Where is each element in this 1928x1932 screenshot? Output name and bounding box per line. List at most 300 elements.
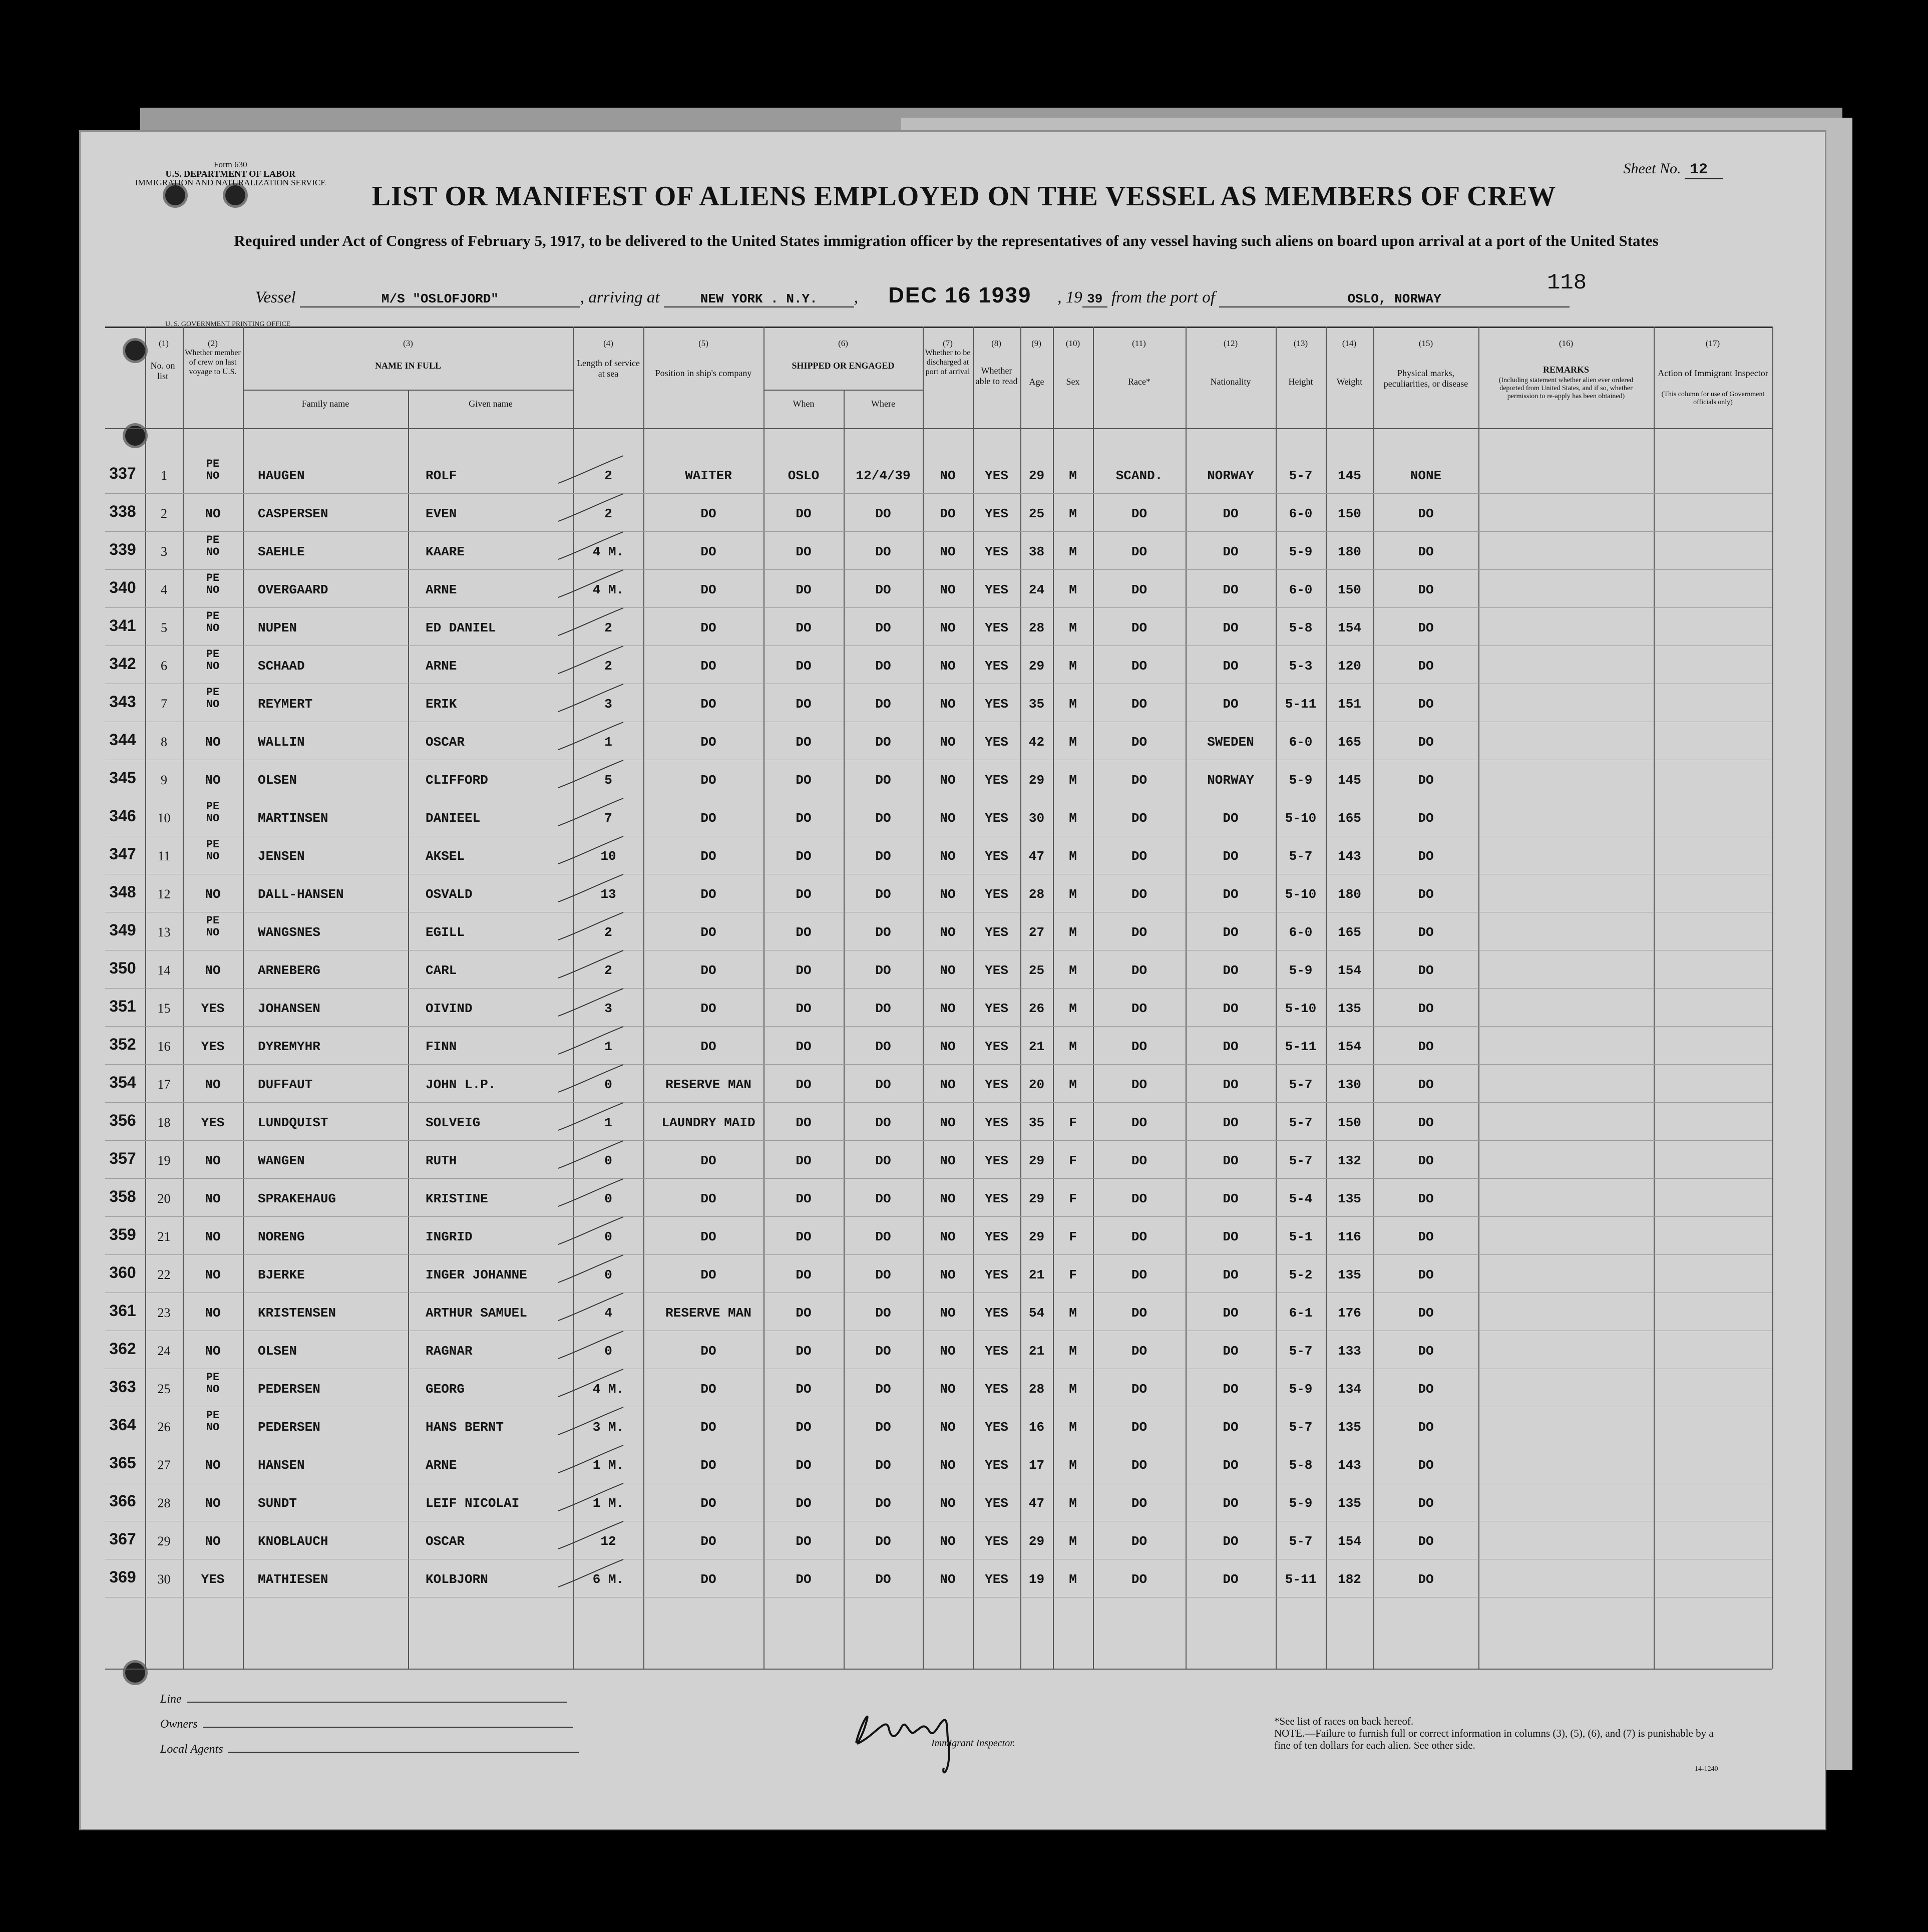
cell-weight: 135 — [1338, 1420, 1361, 1435]
cell-discharged: NO — [940, 582, 956, 597]
pencil-tick-mark — [548, 910, 628, 945]
header-weight: Weight — [1336, 377, 1363, 387]
cell-age: 47 — [1028, 1496, 1045, 1511]
cell-family: WANGSNES — [258, 925, 320, 940]
punch-hole — [125, 341, 145, 361]
row-stamp-number: 360 — [109, 1263, 136, 1281]
sheet-number — [1624, 160, 1723, 178]
cell-race: DO — [1131, 620, 1147, 635]
pencil-tick-mark — [548, 567, 628, 602]
cell-when: DO — [796, 1344, 812, 1359]
owners-underline — [203, 1727, 573, 1728]
cell-no: 24 — [157, 1344, 171, 1358]
cell-marks: DO — [1418, 887, 1434, 902]
cell-where: DO — [875, 811, 891, 826]
cell-family: SUNDT — [258, 1496, 297, 1511]
cell-prev: NO — [205, 1077, 221, 1092]
cell-family: SPRAKEHAUG — [258, 1191, 336, 1206]
row-rule — [105, 1026, 1772, 1027]
cell-where: DO — [875, 925, 891, 940]
cell-family: MATHIESEN — [258, 1572, 328, 1587]
cell-family: LUNDQUIST — [258, 1115, 328, 1130]
cell-race: DO — [1131, 811, 1147, 826]
cell-read: YES — [985, 887, 1008, 902]
pencil-tick-mark — [548, 1214, 628, 1249]
pencil-tick-mark — [548, 1291, 628, 1326]
pencil-tick-mark — [548, 720, 628, 755]
cell-age: 29 — [1028, 1153, 1045, 1168]
cell-when: DO — [796, 963, 812, 978]
cell-read: YES — [985, 659, 1008, 674]
row-stamp-number: 361 — [109, 1302, 136, 1320]
cell-read: YES — [985, 1534, 1008, 1549]
cell-marks: DO — [1418, 659, 1434, 674]
cell-prev: PE NO — [206, 648, 220, 673]
cell-family: CASPERSEN — [258, 506, 328, 521]
pencil-tick-mark — [548, 1176, 628, 1211]
line-field — [160, 1693, 567, 1706]
cell-nationality: SWEDEN — [1207, 735, 1254, 750]
cell-sex: M — [1069, 620, 1077, 635]
cell-weight: 134 — [1338, 1382, 1361, 1397]
header-discharged: Whether to be discharged at port of arrival — [925, 349, 971, 376]
cell-service: 0 — [604, 1267, 612, 1282]
cell-weight: 135 — [1338, 1191, 1361, 1206]
cell-read: YES — [985, 1191, 1008, 1206]
cell-read: YES — [985, 1382, 1008, 1397]
cell-age: 25 — [1028, 506, 1045, 521]
cell-nationality: DO — [1223, 1153, 1239, 1168]
cell-age: 24 — [1028, 582, 1045, 597]
cell-height: 5-7 — [1289, 1153, 1313, 1168]
cell-height: 5-7 — [1289, 1534, 1313, 1549]
pencil-tick-mark — [548, 1062, 628, 1097]
cell-prev: NO — [205, 1496, 221, 1511]
row-stamp-number: 344 — [109, 731, 136, 749]
cell-no: 1 — [161, 468, 167, 483]
department-name: U.S. DEPARTMENT OF LABOR — [165, 169, 296, 179]
cell-sex: M — [1069, 582, 1077, 597]
cell-when: DO — [796, 1039, 812, 1054]
pencil-tick-mark — [548, 605, 628, 640]
cell-given: ARNE — [426, 659, 457, 674]
from-port: OSLO, NORWAY — [1219, 291, 1570, 307]
cell-marks: DO — [1418, 1572, 1434, 1587]
cell-sex: M — [1069, 1496, 1077, 1511]
cell-race: DO — [1131, 1344, 1147, 1359]
cell-age: 16 — [1028, 1420, 1045, 1435]
cell-family: DYREMYHR — [258, 1039, 320, 1054]
cell-family: OLSEN — [258, 1344, 297, 1359]
cell-service: 3 — [604, 1001, 612, 1016]
cell-discharged: NO — [940, 1458, 956, 1473]
sheet-number-value: 12 — [1685, 161, 1723, 179]
cell-height: 5-10 — [1285, 811, 1317, 826]
cell-given: OSVALD — [426, 887, 473, 902]
cell-marks: DO — [1418, 735, 1434, 750]
cell-family: DUFFAUT — [258, 1077, 313, 1092]
column-divider — [1654, 327, 1655, 1669]
cell-prev: PE NO — [206, 838, 220, 863]
cell-discharged: NO — [940, 1572, 956, 1587]
cell-height: 5-8 — [1289, 620, 1313, 635]
cell-prev: NO — [205, 1191, 221, 1206]
arriving-port: NEW YORK . N.Y. — [664, 291, 854, 307]
row-rule — [105, 1102, 1772, 1103]
cell-height: 5-11 — [1285, 697, 1317, 712]
cell-read: YES — [985, 1344, 1008, 1359]
cell-age: 29 — [1028, 659, 1045, 674]
cell-sex: M — [1069, 1344, 1077, 1359]
cell-read: YES — [985, 773, 1008, 788]
cell-age: 29 — [1028, 468, 1045, 483]
cell-sex: F — [1069, 1191, 1077, 1206]
cell-no: 22 — [157, 1267, 171, 1282]
cell-service: 1 — [604, 1039, 612, 1054]
pencil-tick-mark — [548, 491, 628, 526]
cell-position: RESERVE MAN — [665, 1306, 751, 1321]
cell-discharged: NO — [940, 963, 956, 978]
cell-marks: DO — [1418, 849, 1434, 864]
cell-where: DO — [875, 1534, 891, 1549]
cell-where: DO — [875, 735, 891, 750]
cell-no: 3 — [161, 544, 167, 559]
cell-position: DO — [700, 1001, 716, 1016]
cell-where: DO — [875, 773, 891, 788]
cell-read: YES — [985, 963, 1008, 978]
cell-read: YES — [985, 697, 1008, 712]
cell-height: 6-0 — [1289, 735, 1313, 750]
cell-prev: PE NO — [206, 1409, 220, 1434]
cell-discharged: NO — [940, 887, 956, 902]
cell-no: 17 — [157, 1077, 171, 1092]
cell-where: DO — [875, 582, 891, 597]
cell-no: 7 — [161, 697, 167, 711]
cell-height: 5-11 — [1285, 1039, 1317, 1054]
cell-nationality: DO — [1223, 887, 1239, 902]
cell-prev: NO — [205, 887, 221, 902]
cell-sex: F — [1069, 1267, 1077, 1282]
cell-age: 26 — [1028, 1001, 1045, 1016]
cell-discharged: NO — [940, 1001, 956, 1016]
cell-read: YES — [985, 1229, 1008, 1244]
row-stamp-number: 343 — [109, 693, 136, 711]
cell-given: FINN — [426, 1039, 457, 1054]
column-number: (7) — [943, 339, 953, 348]
footer-note — [1274, 1715, 1725, 1751]
cell-sex: M — [1069, 544, 1077, 559]
cell-age: 21 — [1028, 1344, 1045, 1359]
cell-discharged: NO — [940, 1496, 956, 1511]
cell-given: JOHN L.P. — [426, 1077, 496, 1092]
column-number: (16) — [1559, 339, 1574, 348]
form-number: Form 630 — [214, 160, 247, 169]
cell-nationality: DO — [1223, 1191, 1239, 1206]
cell-sex: M — [1069, 1077, 1077, 1092]
pencil-tick-mark — [548, 682, 628, 717]
column-number: (3) — [403, 339, 413, 348]
cell-height: 5-3 — [1289, 659, 1313, 674]
name-subheader-rule — [243, 390, 573, 391]
cell-height: 5-9 — [1289, 773, 1313, 788]
cell-prev: NO — [205, 963, 221, 978]
cell-prev: PE NO — [206, 1371, 220, 1396]
cell-nationality: NORWAY — [1207, 773, 1254, 788]
cell-weight: 143 — [1338, 1458, 1361, 1473]
cell-position: DO — [700, 582, 716, 597]
cell-read: YES — [985, 1077, 1008, 1092]
row-stamp-number: 349 — [109, 921, 136, 939]
vessel-name: M/S "OSLOFJORD" — [300, 291, 580, 307]
cell-given: ARNE — [426, 1458, 457, 1473]
cell-sex: M — [1069, 1039, 1077, 1054]
cell-read: YES — [985, 1267, 1008, 1282]
row-rule — [105, 988, 1772, 989]
cell-given: OSCAR — [426, 1534, 465, 1549]
cell-sex: M — [1069, 963, 1077, 978]
row-stamp-number: 347 — [109, 845, 136, 863]
cell-sex: M — [1069, 1534, 1077, 1549]
cell-marks: DO — [1418, 1077, 1434, 1092]
cell-height: 5-9 — [1289, 1496, 1313, 1511]
row-rule — [105, 1178, 1772, 1179]
cell-service: 1 M. — [592, 1458, 624, 1473]
cell-sex: M — [1069, 697, 1077, 712]
cell-prev: PE NO — [206, 458, 220, 482]
cell-prev: NO — [205, 1267, 221, 1282]
cell-prev: YES — [201, 1115, 225, 1130]
cell-race: DO — [1131, 1382, 1147, 1397]
header-able-to-read: Whether able to read — [975, 366, 1018, 386]
cell-height: 5-9 — [1289, 544, 1313, 559]
cell-marks: DO — [1418, 1115, 1434, 1130]
cell-race: DO — [1131, 925, 1147, 940]
cell-position: DO — [700, 1420, 716, 1435]
cell-sex: M — [1069, 1306, 1077, 1321]
row-stamp-number: 351 — [109, 997, 136, 1015]
header-family-name: Family name — [301, 399, 349, 409]
cell-read: YES — [985, 1115, 1008, 1130]
cell-marks: DO — [1418, 1344, 1434, 1359]
cell-sex: M — [1069, 925, 1077, 940]
cell-weight: 151 — [1338, 697, 1361, 712]
cell-no: 26 — [157, 1420, 171, 1434]
cell-race: SCAND. — [1115, 468, 1163, 483]
cell-given: SOLVEIG — [426, 1115, 481, 1130]
cell-height: 6-0 — [1289, 582, 1313, 597]
footer-print-code: 14-1240 — [1695, 1765, 1718, 1773]
pencil-tick-mark — [548, 1557, 628, 1592]
cell-height: 5-7 — [1289, 849, 1313, 864]
cell-race: DO — [1131, 1572, 1147, 1587]
cell-position: DO — [700, 620, 716, 635]
cell-no: 18 — [157, 1115, 171, 1130]
cell-prev: NO — [205, 506, 221, 521]
column-number: (17) — [1705, 339, 1720, 348]
cell-weight: 135 — [1338, 1267, 1361, 1282]
cell-position: DO — [700, 1534, 716, 1549]
cell-discharged: NO — [940, 1115, 956, 1130]
header-nationality: Nationality — [1210, 377, 1251, 387]
cell-race: DO — [1131, 1001, 1147, 1016]
cell-family: JENSEN — [258, 849, 305, 864]
cell-nationality: DO — [1223, 582, 1239, 597]
cell-race: DO — [1131, 1115, 1147, 1130]
row-stamp-number: 357 — [109, 1149, 136, 1167]
cell-position: DO — [700, 1267, 716, 1282]
row-stamp-number: 352 — [109, 1035, 136, 1053]
row-stamp-number: 356 — [109, 1111, 136, 1129]
cell-prev: PE NO — [206, 800, 220, 825]
column-divider — [844, 390, 845, 1669]
cell-nationality: DO — [1223, 1306, 1239, 1321]
row-stamp-number: 340 — [109, 578, 136, 596]
cell-when: DO — [796, 506, 812, 521]
row-rule — [105, 1140, 1772, 1141]
cell-weight: 133 — [1338, 1344, 1361, 1359]
cell-given: ED DANIEL — [426, 620, 496, 635]
cell-when: DO — [796, 1534, 812, 1549]
cell-family: NUPEN — [258, 620, 297, 635]
cell-service: 10 — [600, 849, 616, 864]
cell-weight: 165 — [1338, 811, 1361, 826]
cell-marks: DO — [1418, 1039, 1434, 1054]
cell-weight: 132 — [1338, 1153, 1361, 1168]
cell-read: YES — [985, 735, 1008, 750]
cell-read: YES — [985, 1001, 1008, 1016]
cell-when: DO — [796, 1420, 812, 1435]
cell-where: DO — [875, 1001, 891, 1016]
cell-prev: NO — [205, 1458, 221, 1473]
header-physical-marks: Physical marks, peculiarities, or disease — [1383, 368, 1468, 389]
cell-nationality: DO — [1223, 925, 1239, 940]
column-number: (5) — [698, 339, 708, 348]
page-number: 118 — [1547, 270, 1587, 295]
cell-nationality: DO — [1223, 659, 1239, 674]
cell-prev: YES — [201, 1039, 225, 1054]
cell-no: 8 — [161, 735, 167, 749]
pencil-tick-mark — [548, 1138, 628, 1173]
cell-discharged: NO — [940, 811, 956, 826]
cell-where: DO — [875, 1115, 891, 1130]
cell-weight: 154 — [1338, 963, 1361, 978]
row-rule — [105, 1254, 1772, 1255]
cell-no: 27 — [157, 1458, 171, 1472]
header-bottom-rule — [105, 428, 1772, 429]
cell-race: DO — [1131, 1153, 1147, 1168]
row-rule — [105, 493, 1772, 494]
cell-when: DO — [796, 1191, 812, 1206]
row-rule — [105, 531, 1772, 532]
cell-where: DO — [875, 849, 891, 864]
pencil-tick-mark — [548, 1481, 628, 1516]
cell-when: DO — [796, 582, 812, 597]
cell-no: 13 — [157, 925, 171, 939]
cell-given: RAGNAR — [426, 1344, 473, 1359]
cell-weight: 150 — [1338, 582, 1361, 597]
cell-weight: 143 — [1338, 849, 1361, 864]
cell-nationality: DO — [1223, 1382, 1239, 1397]
cell-height: 5-11 — [1285, 1572, 1317, 1587]
cell-where: DO — [875, 659, 891, 674]
pencil-tick-mark — [548, 1024, 628, 1059]
cell-age: 21 — [1028, 1267, 1045, 1282]
row-stamp-number: 365 — [109, 1454, 136, 1472]
cell-marks: DO — [1418, 1420, 1434, 1435]
cell-sex: M — [1069, 1458, 1077, 1473]
cell-age: 28 — [1028, 1382, 1045, 1397]
header-no-on-list: No. on list — [150, 361, 175, 381]
cell-when: DO — [796, 1572, 812, 1587]
cell-prev: YES — [201, 1001, 225, 1016]
cell-age: 21 — [1028, 1039, 1045, 1054]
cell-discharged: NO — [940, 735, 956, 750]
cell-race: DO — [1131, 1420, 1147, 1435]
cell-weight: 182 — [1338, 1572, 1361, 1587]
cell-discharged: NO — [940, 773, 956, 788]
cell-height: 5-7 — [1289, 1115, 1313, 1130]
cell-height: 5-10 — [1285, 887, 1317, 902]
cell-discharged: NO — [940, 1344, 956, 1359]
row-stamp-number: 342 — [109, 655, 136, 673]
cell-given: EGILL — [426, 925, 465, 940]
cell-prev: PE NO — [206, 686, 220, 711]
cell-service: 1 M. — [592, 1496, 624, 1511]
cell-sex: M — [1069, 659, 1077, 674]
pencil-tick-mark — [548, 643, 628, 679]
column-number: (9) — [1031, 339, 1041, 348]
cell-when: DO — [796, 735, 812, 750]
print-office: U. S. GOVERNMENT PRINTING OFFICE — [165, 320, 291, 328]
cell-height: 5-2 — [1289, 1267, 1313, 1282]
cell-sex: M — [1069, 811, 1077, 826]
cell-position: DO — [700, 1572, 716, 1587]
cell-given: KAARE — [426, 544, 465, 559]
cell-sex: M — [1069, 773, 1077, 788]
cell-read: YES — [985, 1496, 1008, 1511]
cell-service: 2 — [604, 963, 612, 978]
cell-read: YES — [985, 506, 1008, 521]
cell-family: KRISTENSEN — [258, 1306, 336, 1321]
cell-given: CARL — [426, 963, 457, 978]
cell-sex: M — [1069, 1420, 1077, 1435]
row-stamp-number: 348 — [109, 883, 136, 901]
cell-nationality: DO — [1223, 544, 1239, 559]
row-rule — [105, 1064, 1772, 1065]
cell-age: 30 — [1028, 811, 1045, 826]
cell-prev: NO — [205, 735, 221, 750]
column-number: (13) — [1293, 339, 1308, 348]
cell-height: 5-7 — [1289, 468, 1313, 483]
cell-discharged: NO — [940, 849, 956, 864]
cell-where: DO — [875, 1306, 891, 1321]
cell-service: 4 M. — [592, 544, 624, 559]
header-shipped-engaged-label: SHIPPED OR ENGAGED — [792, 361, 895, 371]
line-underline — [187, 1702, 567, 1703]
pencil-tick-mark — [548, 948, 628, 983]
header-given-name: Given name — [469, 399, 513, 409]
header-race: Race* — [1128, 377, 1150, 387]
inspector-label: Immigrant Inspector. — [931, 1738, 1015, 1749]
cell-age: 35 — [1028, 697, 1045, 712]
cell-no: 5 — [161, 620, 167, 635]
cell-age: 29 — [1028, 1534, 1045, 1549]
cell-service: 0 — [604, 1229, 612, 1244]
agents-field — [160, 1743, 579, 1756]
pencil-tick-mark — [548, 796, 628, 831]
cell-nationality: DO — [1223, 1115, 1239, 1130]
cell-no: 19 — [157, 1153, 171, 1168]
